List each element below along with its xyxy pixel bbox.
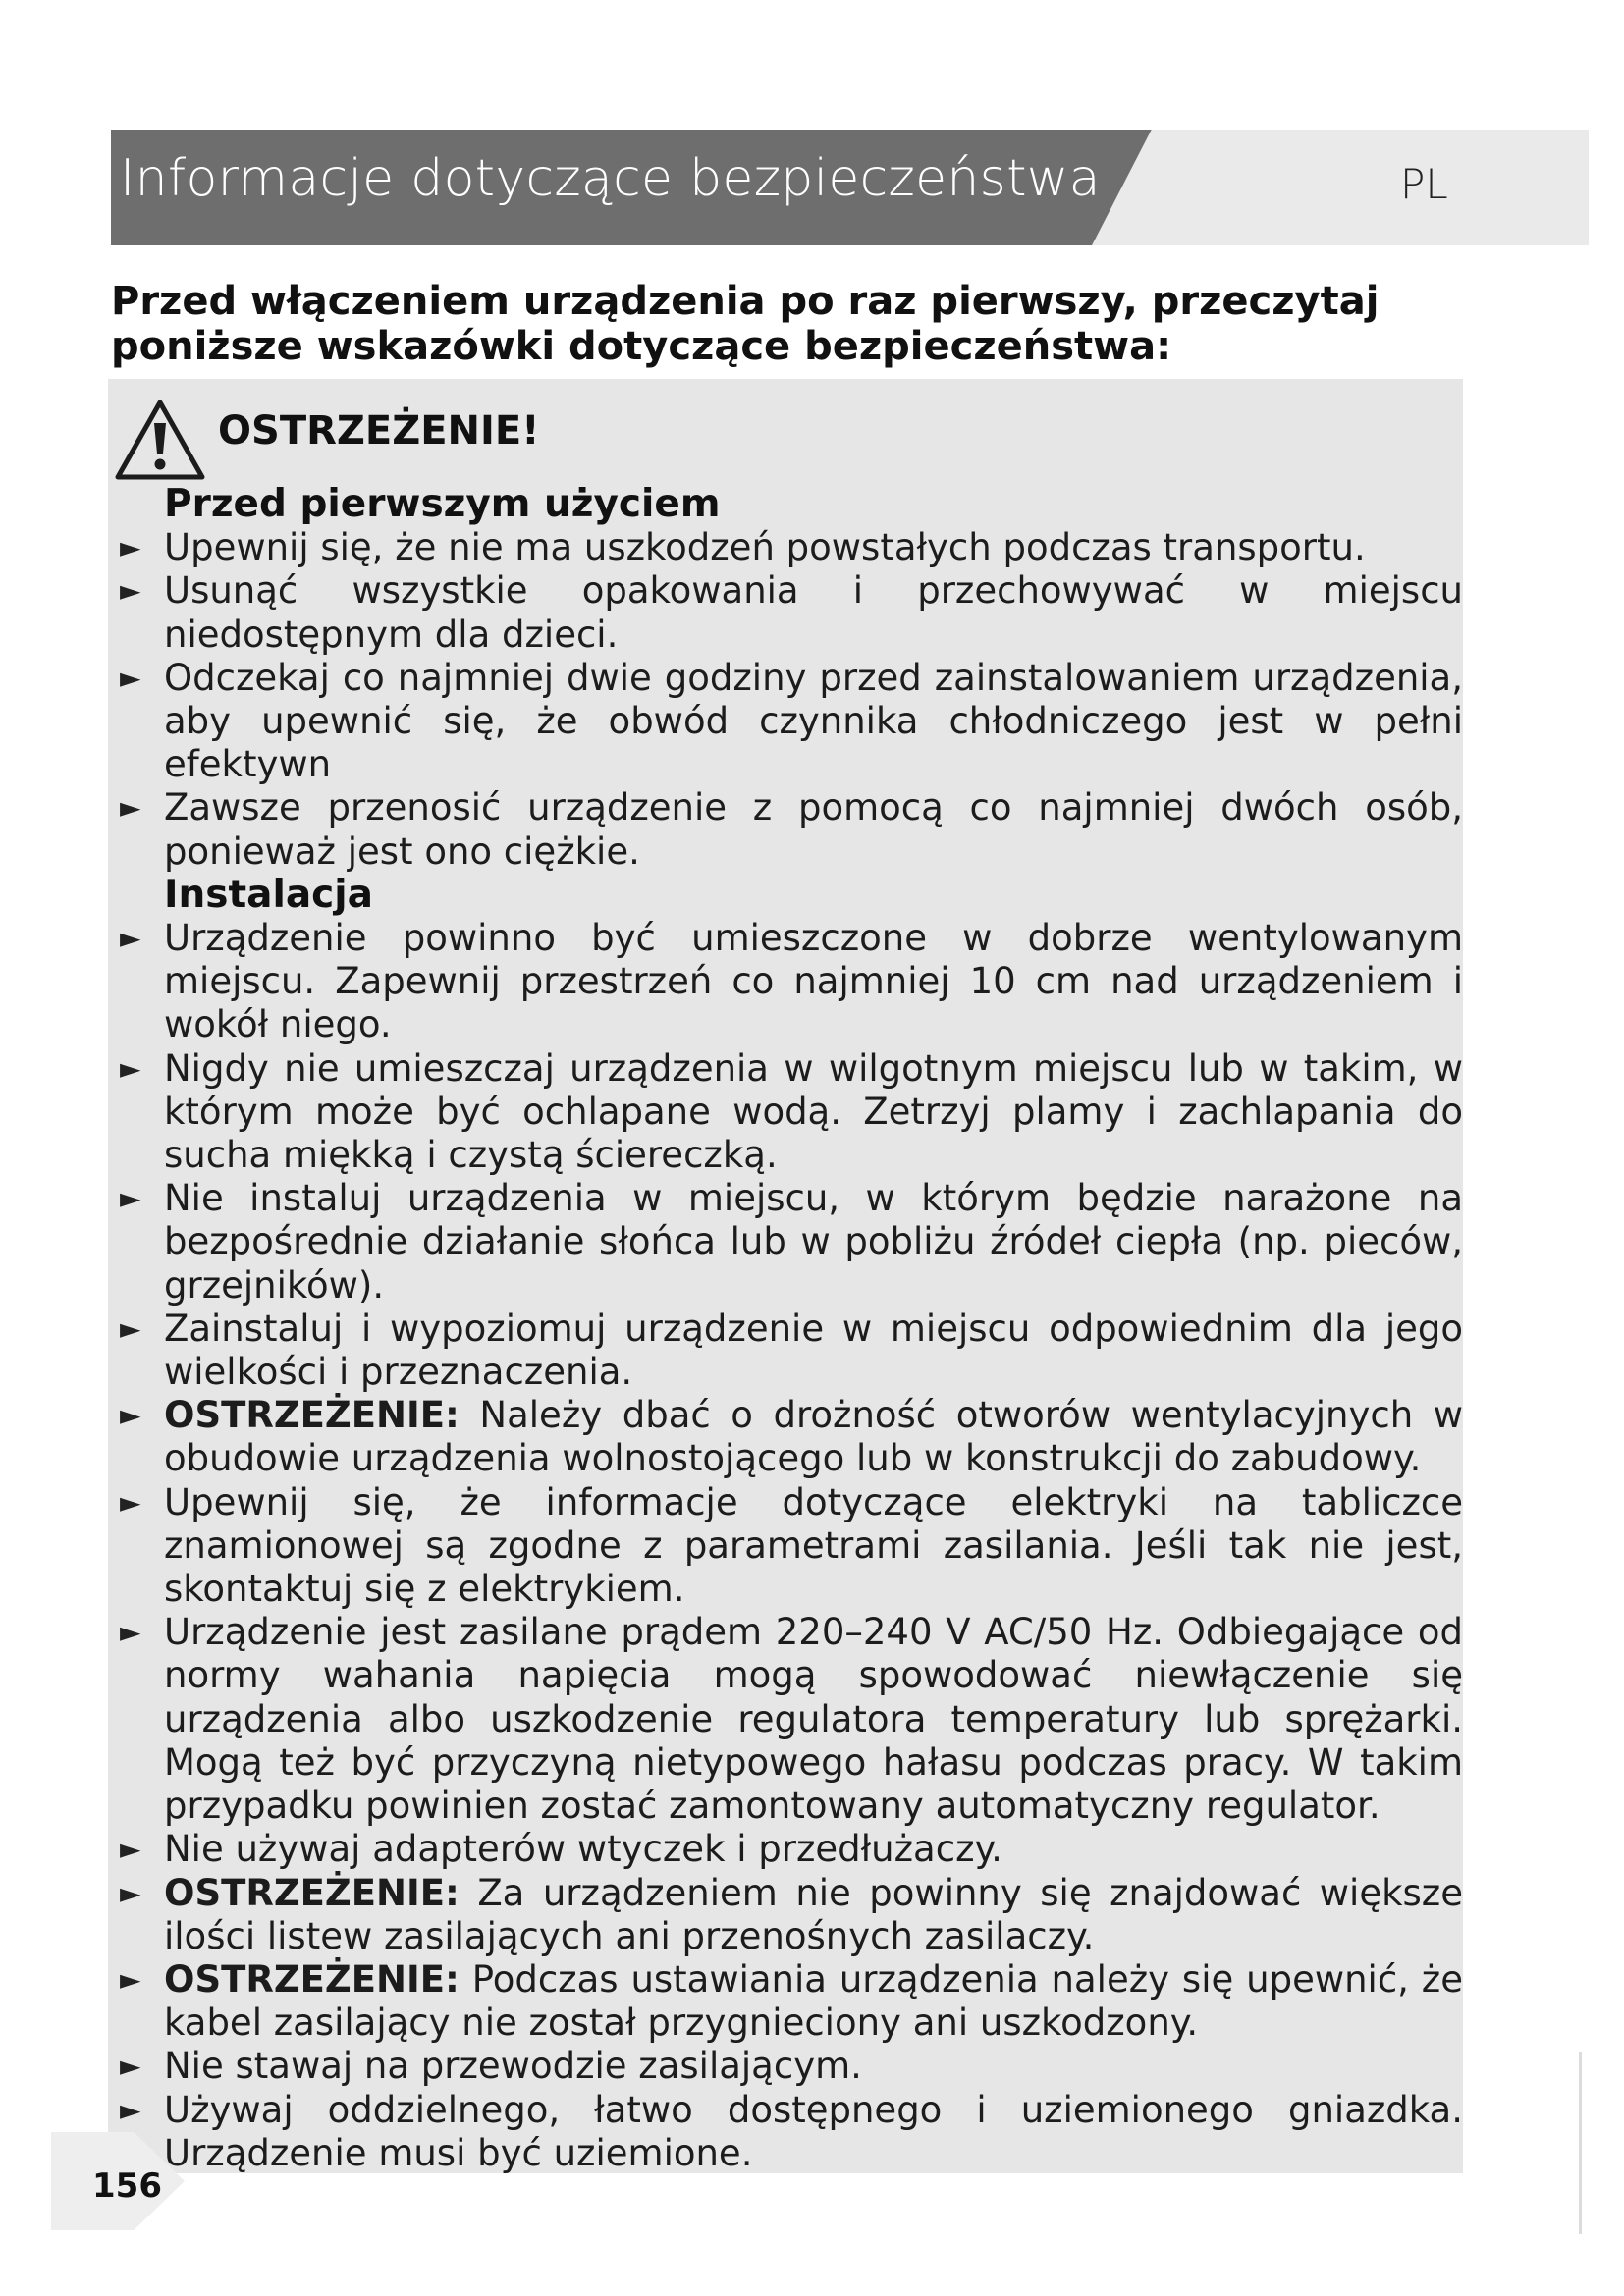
bullet-arrow-icon: ► xyxy=(120,1051,141,1085)
list-item-text: Nigdy nie umieszczaj urządzenia w wilgotnym miejscu lub w takim, w którym może być ochlapane wodą. Zetrzyj plamy i zachlapania do sucha miękką i czystą ściereczką. xyxy=(164,1046,1463,1177)
list-item xyxy=(116,1308,1463,1394)
warning-heading: OSTRZEŻENIE! xyxy=(218,408,540,454)
warning-label: OSTRZEŻENIE: xyxy=(164,1871,460,1914)
warning-label: OSTRZEŻENIE: xyxy=(164,1394,460,1437)
list-item xyxy=(116,1047,1463,1178)
list-item-text: Podczas ustawiania urządzenia należy się upewnić, że kabel zasilający nie został przygnieciony ani uszkodzony. xyxy=(164,1957,1463,2045)
bullet-arrow-icon: ► xyxy=(120,922,141,955)
list-item-text: Używaj oddzielnego, łatwo dostępnego i uziemionego gniazdka. Urządzenie musi być uziemione. xyxy=(164,2088,1463,2174)
list-item xyxy=(116,1611,1463,1828)
section-title: Instalacja xyxy=(164,872,373,917)
list-item-text: Nie stawaj na przewodzie zasilającym. xyxy=(164,2045,862,2088)
list-item xyxy=(116,657,1463,787)
list-item xyxy=(116,1958,1463,2045)
warning-triangle-icon xyxy=(114,398,206,482)
safety-content xyxy=(116,483,1463,2175)
section-title: Przed pierwszym użyciem xyxy=(164,482,721,526)
list-item xyxy=(116,2089,1463,2175)
list-item-text: Nie instaluj urządzenia w miejscu, w którym będzie narażone na bezpośrednie działanie słońca lub w pobliżu źródeł ciepła (np. pieców, grzejników). xyxy=(164,1177,1463,1307)
list-item xyxy=(116,1872,1463,1958)
list-item-text: Urządzenie jest zasilane prądem 220–240 V AC/50 Hz. Odbiegające od normy wahania napięcia mogą spowodować niewłączenie się urządzenia albo uszkodzenie regulatora temperatury lub sprężarki. Mogą też być przyczyną nietypowego hałasu podczas pracy. W takim przypadku powinien zostać zamontowany automatyczny regulator. xyxy=(164,1611,1463,1828)
list-item-text: Upewnij się, że nie ma uszkodzeń powstałych podczas transportu. xyxy=(164,526,1366,569)
list-item-text: Należy dbać o drożność otworów wentylacyjnych w obudowie urządzenia wolnostojącego lub w konstrukcji do zabudowy. xyxy=(164,1394,1463,1480)
list-item xyxy=(116,1394,1463,1480)
list-item xyxy=(116,1828,1463,1871)
intro-text: Przed włączeniem urządzenia po raz pierwszy, przeczytaj poniższe wskazówki dotyczące bezpieczeństwa: xyxy=(111,279,1380,369)
bullet-arrow-icon: ► xyxy=(120,1616,141,1649)
list-item-text: Za urządzeniem nie powinny się znajdować większe ilości listew zasilających ani przenośnych zasilaczy. xyxy=(164,1871,1463,1957)
list-item xyxy=(116,2045,1463,2088)
language-label: PL xyxy=(1400,160,1448,208)
bullet-arrow-icon: ► xyxy=(120,1182,141,1215)
page-number: 156 xyxy=(92,2166,162,2206)
bullet-arrow-icon: ► xyxy=(120,1833,141,1866)
list-item xyxy=(116,526,1463,569)
list-item xyxy=(116,1481,1463,1612)
warning-label: OSTRZEŻENIE: xyxy=(164,1957,460,2001)
list-item-text: Urządzenie powinno być umieszczone w dobrze wentylowanym miejscu. Zapewnij przestrzeń co najmniej 10 cm nad urządzeniem i wokół niego. xyxy=(164,917,1463,1046)
bullet-arrow-icon: ► xyxy=(120,2050,141,2083)
bullet-arrow-icon: ► xyxy=(120,1962,141,1996)
bullet-arrow-icon: ► xyxy=(120,1399,141,1432)
bullet-arrow-icon: ► xyxy=(120,574,141,608)
bullet-arrow-icon: ► xyxy=(120,661,141,694)
list-item xyxy=(116,786,1463,873)
bullet-arrow-icon: ► xyxy=(120,1311,141,1345)
list-item xyxy=(116,569,1463,656)
bullet-arrow-icon: ► xyxy=(120,1485,141,1519)
list-item xyxy=(116,917,1463,1047)
bullet-arrow-icon: ► xyxy=(120,531,141,564)
list-item-text: Odczekaj co najmniej dwie godziny przed zainstalowaniem urządzenia, aby upewnić się, że obwód czynnika chłodniczego jest w pełni efektywn xyxy=(164,656,1463,786)
bullet-arrow-icon: ► xyxy=(120,2093,141,2126)
bullet-arrow-icon: ► xyxy=(120,791,141,825)
bullet-arrow-icon: ► xyxy=(120,1876,141,1909)
header-lang-tab xyxy=(1092,130,1589,245)
list-item-text: Nie używaj adapterów wtyczek i przedłużaczy. xyxy=(164,1828,1002,1871)
list-item-text: Zawsze przenosić urządzenie z pomocą co najmniej dwóch osób, ponieważ jest ono ciężkie. xyxy=(164,786,1463,873)
list-item-text: Usunąć wszystkie opakowania i przechowywać w miejscu niedostępnym dla dzieci. xyxy=(164,569,1463,656)
page-edge-line xyxy=(1579,2052,1582,2234)
page-title: Informacje dotyczące bezpieczeństwa xyxy=(120,149,1101,208)
list-item-text: Zainstaluj i wypoziomuj urządzenie w miejscu odpowiednim dla jego wielkości i przeznaczenia. xyxy=(164,1307,1463,1394)
list-item xyxy=(116,1177,1463,1308)
list-item-text: Upewnij się, że informacje dotyczące elektryki na tabliczce znamionowej są zgodne z parametrami zasilania. Jeśli tak nie jest, skontaktuj się z elektrykiem. xyxy=(164,1480,1463,1611)
